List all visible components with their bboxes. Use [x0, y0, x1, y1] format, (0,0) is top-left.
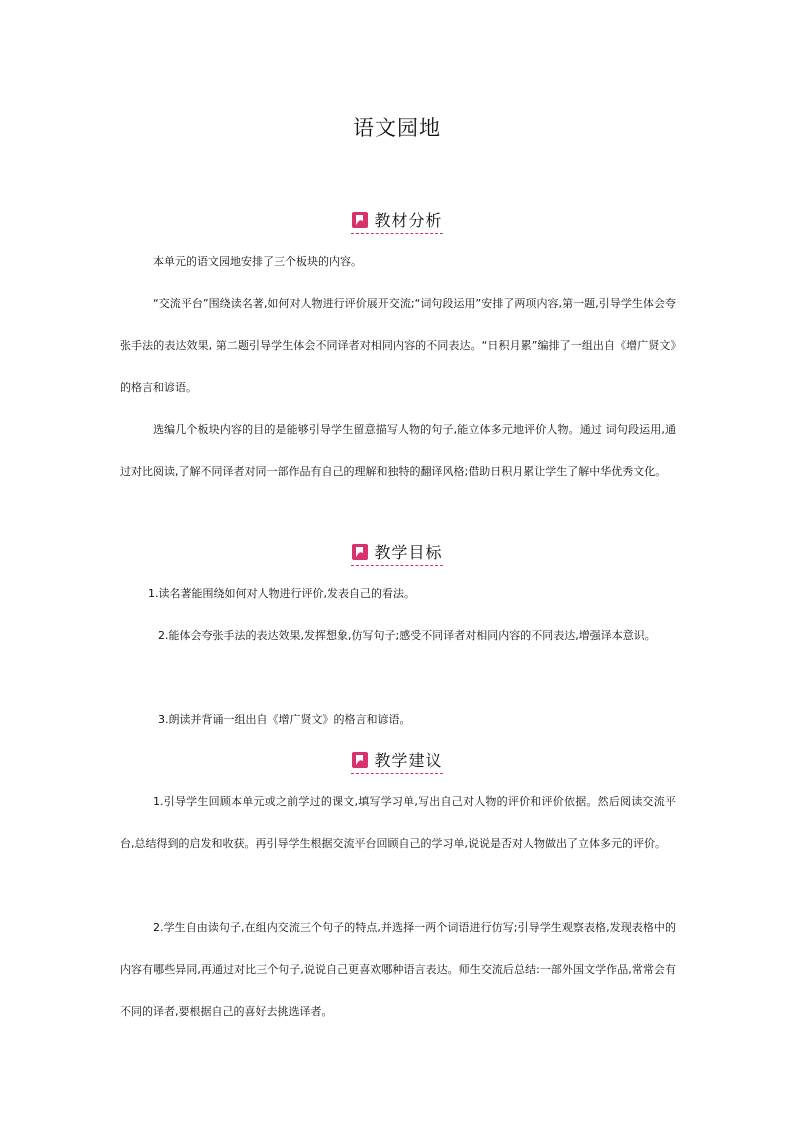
section-heading-box: [351, 748, 442, 774]
section-heading-analysis: [0, 208, 794, 234]
section-heading-box: [351, 540, 442, 566]
section-heading-goals: [0, 540, 794, 566]
section-heading-text: 教学目标: [374, 543, 443, 562]
list-item: 1.读名著能围绕如何对人物进行评价,发表自己的看法。: [148, 587, 415, 600]
list-item: 3.朗读并背诵一组出自《增广贤文》的格言和谚语。: [158, 713, 411, 726]
paragraph: “交流平台”围绕读名著,如何对人物进行评价展开交流;“词句段运用”安排了两项内容,第一题,引导学生体会夸张手法的表达效果, 第二题引导学生体会不同译者对相同内容的不同表达。“日积月累”编排了一组出自《增广贤文》的格言和谚语。: [120, 297, 676, 394]
paragraph: 本单元的语文园地安排了三个板块的内容。: [153, 255, 362, 268]
list-item: 2.能体会夸张手法的表达效果,发挥想象,仿写句子;感受不同译者对相同内容的不同表达,增强译本意识。: [158, 629, 656, 642]
paragraph: 选编几个板块内容的目的是能够引导学生留意描写人物的句子,能立体多元地评价人物。通过 词句段运用,通过对比阅读,了解不同译者对同一部作品有自己的理解和独特的翻译风格;借助日积月累让学生了解中华优秀文化。: [120, 423, 676, 478]
section-heading-suggestions: [0, 748, 794, 774]
pink-bookmark-icon: [351, 211, 369, 229]
section-heading-box: [351, 208, 442, 234]
page-title: 语文园地: [353, 116, 441, 140]
section-heading-text: 教材分析: [374, 211, 443, 230]
paragraph: 1.引导学生回顾本单元或之前学过的课文,填写学习单,写出自己对人物的评价和评价依据。然后阅读交流平台,总结得到的启发和收获。再引导学生根据交流平台回顾自己的学习单,说说是否对人物做出了立体多元的评价。: [120, 795, 676, 850]
pink-bookmark-icon: [351, 751, 369, 769]
paragraph: 2.学生自由读句子,在组内交流三个句子的特点,并选择一两个词语进行仿写;引导学生观察表格,发现表格中的内容有哪些异同,再通过对比三个句子,说说自己更喜欢哪种语言表达。师生交流后总结:一部外国文学作品,常常会有不同的译者,要根据自己的喜好去挑选译者。: [120, 921, 676, 1018]
pink-bookmark-icon: [351, 543, 369, 561]
section-heading-text: 教学建议: [374, 751, 443, 770]
